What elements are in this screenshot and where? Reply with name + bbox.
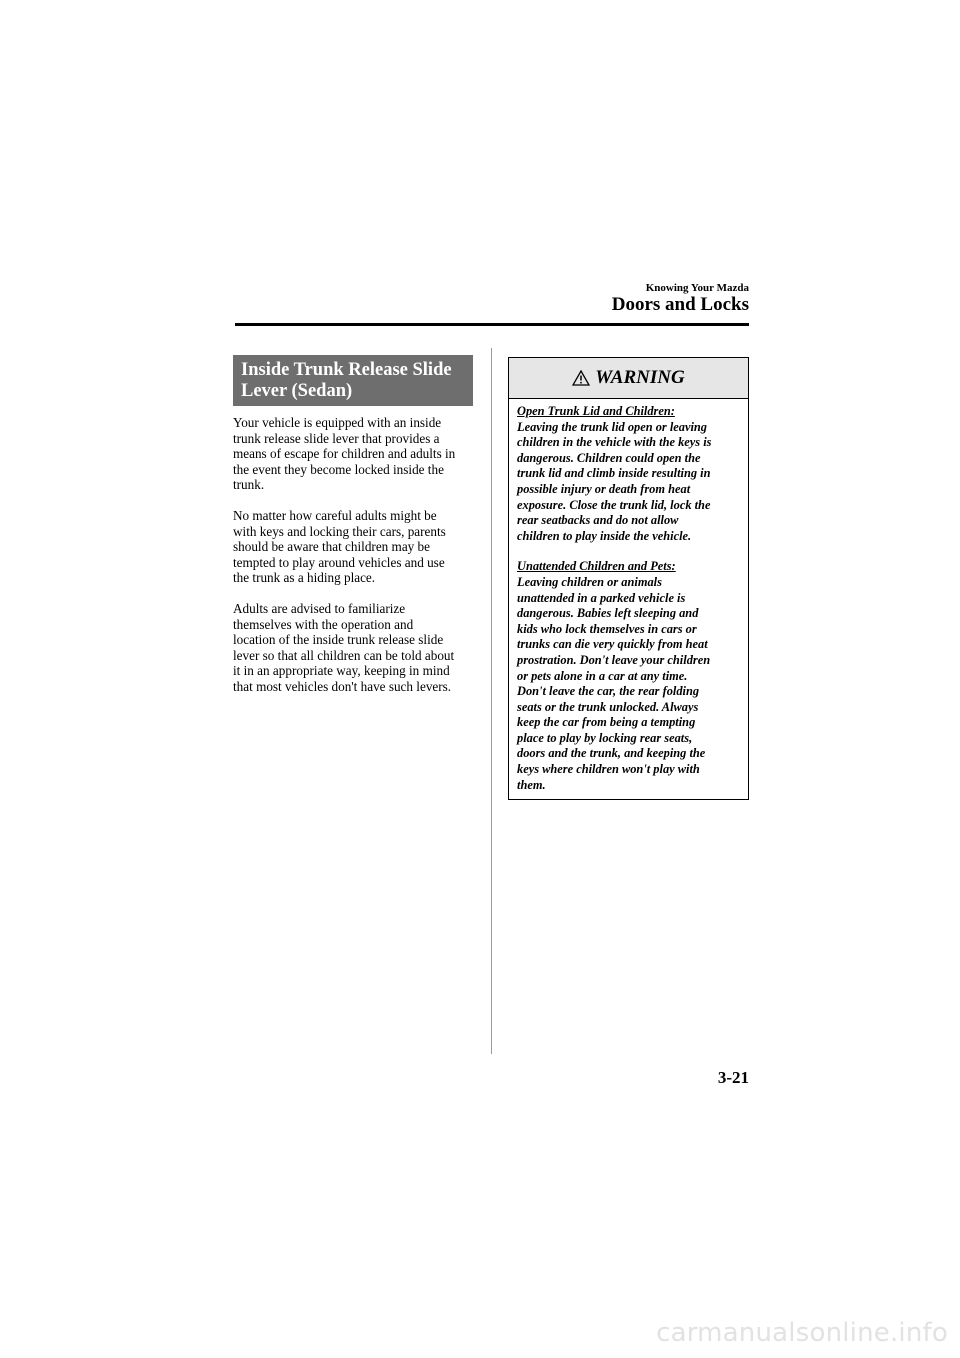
text-line: place to play by locking rear seats, <box>517 730 693 745</box>
text-line: means of escape for children and adults in <box>233 446 456 462</box>
text-line: tempted to play around vehicles and use <box>233 554 445 570</box>
text-line: Leaving children or animals <box>517 574 662 589</box>
text-line: No matter how careful adults might be <box>233 507 437 523</box>
text-line: it in an appropriate way, keeping in mind <box>233 663 450 679</box>
text-line: doors and the trunk, and keeping the <box>517 746 706 761</box>
page-number: 3-21 <box>717 1068 749 1087</box>
text-line: rear seatbacks and do not allow <box>517 513 679 528</box>
warning-box <box>508 357 749 800</box>
text-line: keep the car from being a tempting <box>517 715 696 730</box>
text-line: Your vehicle is equipped with an inside <box>233 415 442 430</box>
text-line: trunks can die very quickly from heat <box>517 637 708 652</box>
header-chapter-title: Doors and Locks <box>611 294 749 315</box>
warning-section-2 <box>517 559 748 793</box>
text-line: Don't leave the car, the rear folding <box>517 684 700 699</box>
body-text <box>233 415 483 710</box>
column-divider <box>491 348 492 1054</box>
section-heading-line-2: Lever (Sedan) <box>241 381 353 401</box>
text-line: children to play inside the vehicle. <box>517 528 692 543</box>
text-line: trunk. <box>233 477 265 493</box>
text-line: exposure. Close the trunk lid, lock the <box>517 497 711 512</box>
text-line: children in the vehicle with the keys is <box>517 435 712 450</box>
warning-section-1 <box>517 404 748 544</box>
text-line: unattended in a parked vehicle is <box>517 590 686 605</box>
paragraph-3 <box>233 601 483 695</box>
paragraph-2 <box>233 508 483 586</box>
text-line: lever so that all children can be told about <box>233 647 455 663</box>
paragraph-1 <box>233 415 483 493</box>
text-line: them. <box>517 777 546 792</box>
text-line: kids who lock themselves in cars or <box>517 621 697 636</box>
text-line: should be aware that children may be <box>233 539 431 555</box>
text-line: trunk release slide lever that provides a <box>233 430 440 446</box>
text-line: prostration. Don't leave your children <box>517 652 711 667</box>
text-line: keys where children won't play with <box>517 762 700 777</box>
text-line: that most vehicles don't have such levers. <box>233 678 452 694</box>
text-line: Adults are advised to familiarize <box>233 600 406 616</box>
text-line: or pets alone in a car at any time. <box>517 668 688 683</box>
warning-header <box>509 358 748 399</box>
text-line: with keys and locking their cars, parents <box>233 523 446 539</box>
warning-title: WARNING <box>595 367 685 388</box>
warning-subheading: Unattended Children and Pets: <box>517 559 676 574</box>
header-rule <box>235 323 749 326</box>
warning-triangle-icon <box>572 370 590 386</box>
text-line: possible injury or death from heat <box>517 481 691 496</box>
text-line: the trunk as a hiding place. <box>233 570 376 586</box>
text-line: themselves with the operation and <box>233 616 414 632</box>
header-section-label: Knowing Your Mazda <box>645 282 749 294</box>
text-line: dangerous. Babies left sleeping and <box>517 606 699 621</box>
text-line: seats or the trunk unlocked. Always <box>517 699 699 714</box>
text-line: the event they become locked inside the <box>233 461 444 477</box>
text-line: trunk lid and climb inside resulting in <box>517 466 711 481</box>
warning-body <box>509 399 748 793</box>
watermark: carmanualsonline.info <box>656 1318 948 1348</box>
section-heading <box>233 355 473 406</box>
text-line: Leaving the trunk lid open or leaving <box>517 419 707 434</box>
text-line: dangerous. Children could open the <box>517 450 701 465</box>
warning-subheading: Open Trunk Lid and Children: <box>517 404 675 418</box>
section-heading-line-1: Inside Trunk Release Slide <box>241 360 452 380</box>
text-line: location of the inside trunk release slide <box>233 632 444 648</box>
